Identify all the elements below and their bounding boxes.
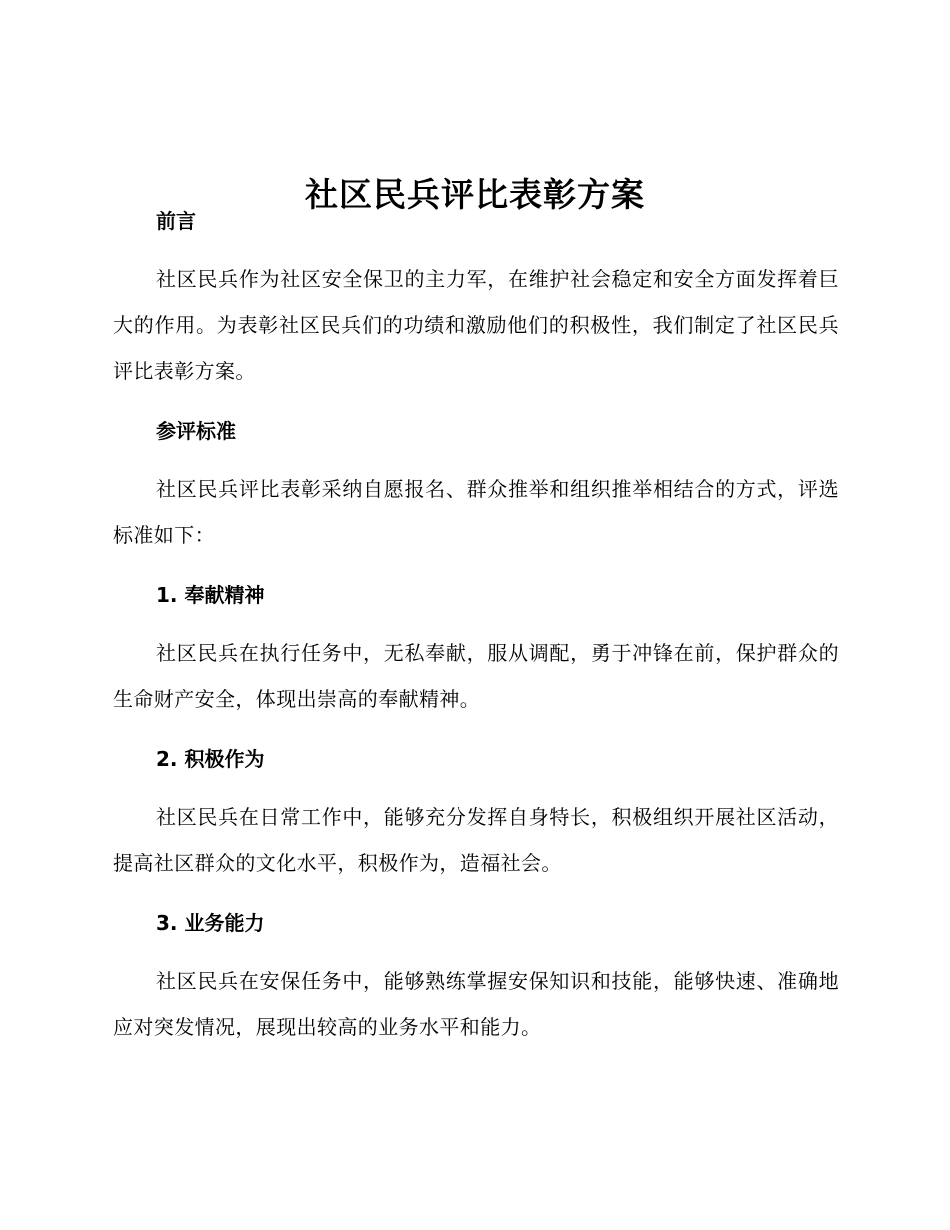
- section-dedication: [113, 572, 839, 736]
- section-heading: 2. 积极作为: [156, 747, 265, 771]
- section-heading: 前言: [156, 209, 196, 233]
- document-body: [113, 198, 839, 1050]
- section-paragraph: 社区民兵作为社区安全保卫的主力军，在维护社会稳定和安全方面发挥着巨大的作用。为表彰社区民兵们的功绩和激励他们的积极性，我们制定了社区民兵评比表彰方案。: [113, 267, 839, 383]
- section-paragraph: 社区民兵在日常工作中，能够充分发挥自身特长，积极组织开展社区活动，提高社区群众的文化水平，积极作为，造福社会。: [113, 805, 839, 875]
- section-preface: [113, 198, 839, 408]
- section-paragraph: 社区民兵在安保任务中，能够熟练掌握安保知识和技能，能够快速、准确地应对突发情况，展现出较高的业务水平和能力。: [113, 969, 839, 1039]
- document-title: 社区民兵评比表彰方案: [305, 175, 645, 215]
- section-paragraph: 社区民兵评比表彰采纳自愿报名、群众推举和组织推举相结合的方式，评选标准如下：: [113, 477, 839, 547]
- section-paragraph: 社区民兵在执行任务中，无私奉献，服从调配，勇于冲锋在前，保护群众的生命财产安全，体现出崇高的奉献精神。: [113, 641, 839, 711]
- section-heading: 3. 业务能力: [156, 911, 265, 935]
- section-heading: 参评标准: [156, 419, 236, 443]
- section-competence: [113, 900, 839, 1050]
- section-initiative: [113, 736, 839, 900]
- section-heading: 1. 奉献精神: [156, 583, 265, 607]
- section-criteria: [113, 408, 839, 572]
